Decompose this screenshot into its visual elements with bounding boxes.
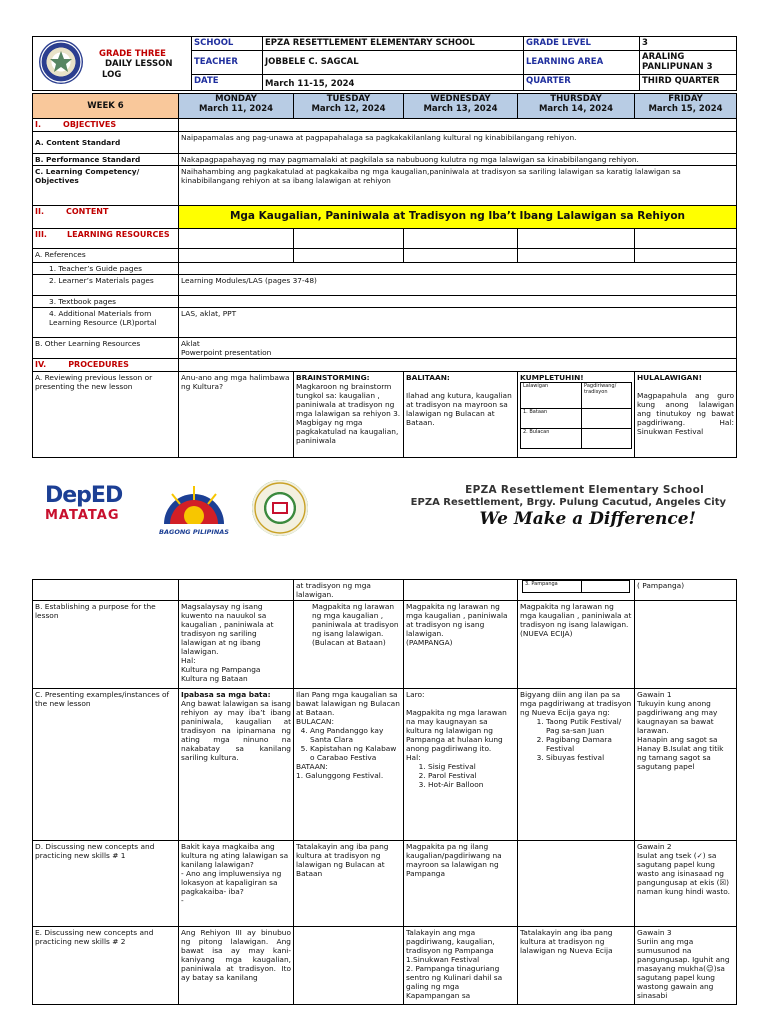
- grade-level-value: 3: [640, 37, 737, 51]
- teacher-value: JOBBELE C. SAGCAL: [263, 51, 524, 75]
- resources-blank-fri: [635, 228, 737, 248]
- purpose-label: B. Establishing a purpose for the lesson: [33, 601, 179, 689]
- concepts1-thursday-blank: [518, 841, 635, 927]
- logo-cell: [33, 37, 192, 91]
- references-blank-mon: [179, 248, 294, 262]
- performance-standard-value: Nakapagpapahayag ng may pagmamalaki at pagkilala sa nabubuong kulutra ng mga lalawigan sa kinabibilangang rehiyon.: [179, 153, 737, 165]
- procedures-heading-blank: [179, 358, 737, 371]
- references-blank-thu: [518, 248, 635, 262]
- grade-level-label: GRADE LEVEL: [524, 37, 640, 51]
- objectives-heading-blank: [179, 119, 737, 132]
- log-label: LOG: [102, 69, 122, 80]
- other-resources-label: B. Other Learning Resources: [33, 337, 179, 358]
- examples-friday: Gawain 1 Tukuyin kung anong pagdiriwang ang may kaugnayan sa bawat larawan. Hanapin ang sagot sa Hanay B.Isulat ang titik ng tamang sagot sa sagutang papel: [635, 689, 737, 841]
- review-wednesday: BALITAAN: Ilahad ang kutura, kaugalian at tradisyon na mayroon sa lalawigan ng Bulacan at Bataan.: [404, 371, 518, 457]
- purpose-tuesday: Magpakita ng larawan ng mga kaugalian , paniniwala at tradisyon ng isang lalawigan. (Bulacan at Bataan): [294, 601, 404, 689]
- day-monday: MONDAY March 11, 2024: [179, 94, 294, 119]
- mini-header-lalawigan: Lalawigan: [521, 382, 582, 408]
- examples-wednesday: Laro: Magpakita ng mga larawan na may kaugnayan sa kultura ng lalawigan ng Pampanga at hulaan kung anong pagdiriwang ito. Hal: 1. Sisig Festival 2. Parol Festival 3. Hot-Air Balloon: [404, 689, 518, 841]
- school-label: SCHOOL: [192, 37, 263, 51]
- references-blank-wed: [404, 248, 518, 262]
- bagong-pilipinas-logo: [150, 480, 238, 534]
- school-banner-text: [380, 484, 740, 532]
- resources-blank-wed: [404, 228, 518, 248]
- day-friday: FRIDAY March 15, 2024: [635, 94, 737, 119]
- lr-portal-value: LAS, aklat, PPT: [179, 307, 737, 337]
- learners-materials-label: 2. Learner’s Materials pages: [33, 274, 179, 295]
- purpose-monday: Magsalaysay ng isang kuwento na nauukol sa kaugalian , paniniwala at tradisyon ng sariling lalawigan at ng ibang lalawigan. Hal: Kultura ng Pampanga Kultura ng Bataan: [179, 601, 294, 689]
- school-seal-icon: [252, 480, 308, 536]
- school-value: EPZA RESETTLEMENT ELEMENTARY SCHOOL: [263, 37, 524, 51]
- lesson-table: [32, 93, 737, 458]
- week-label: WEEK 6: [33, 94, 179, 119]
- mini-row-bulacan-answer: [582, 428, 632, 448]
- purpose-wednesday: Magpakita ng larawan ng mga kaugalian , paniniwala at tradisyon ng isang lalawigan. (PAMPANGA): [404, 601, 518, 689]
- teachers-guide-value: [179, 262, 737, 274]
- day-tuesday: TUESDAY March 12, 2024: [294, 94, 404, 119]
- mini-header-pagdiriwang: Pagdiriwang/ tradisyon: [582, 382, 632, 408]
- resources-blank-mon: [179, 228, 294, 248]
- references-blank-fri: [635, 248, 737, 262]
- examples-monday: Ipabasa sa mga bata: Ang bawat lalawigan sa isang rehiyon ay may iba’t ibang paniniwala, kaugalian at tradisyon na ipinamana ng ating mga ninuno na nakabatay sa kanilang sariling kultura.: [179, 689, 294, 841]
- deped-logo-text: DepED: [45, 483, 123, 508]
- learning-area-label: LEARNING AREA: [524, 51, 640, 75]
- bagong-pilipinas-text: BAGONG PILIPINAS: [159, 528, 229, 536]
- review-tuesday: BRAINSTORMING: Magkaroon ng brainstorm tungkol sa: kaugalian , paniniwala at tradisyon ng mga lalawigan sa rehiyon 3. Magbigay ng mga pagkakatulad na kaugalian, paniniwala: [294, 371, 404, 457]
- banner-school-address: EPZA Resettlement, Brgy. Pulung Cacutud, Angeles City: [410, 497, 726, 508]
- cont-wednesday-blank: [404, 580, 518, 601]
- procedures-heading: IV. PROCEDURES: [33, 358, 179, 371]
- textbook-value: [179, 295, 737, 307]
- concepts1-label: D. Discussing new concepts and practicing new skills # 1: [33, 841, 179, 927]
- references-label: A. References: [33, 248, 179, 262]
- concepts1-friday: Gawain 2 Isulat ang tsek (✓) sa sagutang papel kung wasto ang isinasaad ng pangungusap at ekis (☒) naman kung hindi wasto.: [635, 841, 737, 927]
- content-standard-value: Naipapamalas ang pag-unawa at pagpapahalaga sa pagkakakilanlang kultural ng kinabibilangang rehiyon.: [179, 131, 737, 153]
- review-thursday: KUMPLETUHIN! Lalawigan Pagdiriwang/ tradisyon 1. Bataan 2. Bulacan: [518, 371, 635, 457]
- objectives-heading: I. OBJECTIVES: [33, 119, 179, 132]
- cont-monday-blank: [179, 580, 294, 601]
- references-blank-tue: [294, 248, 404, 262]
- mini-row-bataan: 1. Bataan: [521, 408, 582, 428]
- concepts2-monday: Ang Rehiyon III ay binubuo ng pitong lalawigan. Ang bawat isa ay may kani-kaniyang mga kaugalian, paniniwala at tradisyon. Ito ay batay sa kanilang: [179, 927, 294, 1005]
- quarter-label: QUARTER: [524, 75, 640, 91]
- lr-portal-label: 4. Additional Materials from Learning Resource (LR)portal: [33, 307, 179, 337]
- purpose-friday-blank: [635, 601, 737, 689]
- concepts2-thursday: Tatalakayin ang iba pang kultura at tradisyon ng lalawigan ng Nueva Ecija: [518, 927, 635, 1005]
- content-heading: II. CONTENT: [33, 205, 179, 228]
- resources-blank-thu: [518, 228, 635, 248]
- other-resources-value: Aklat Powerpoint presentation: [179, 337, 737, 358]
- learners-materials-value: Learning Modules/LAS (pages 37-48): [179, 274, 737, 295]
- date-label: DATE: [192, 75, 263, 91]
- lesson-title: Mga Kaugalian, Paniniwala at Tradisyon ng Iba’t Ibang Lalawigan sa Rehiyon: [179, 205, 737, 228]
- concepts2-tuesday-blank: [294, 927, 404, 1005]
- mini-row-pampanga-answer: [581, 581, 629, 593]
- concepts2-label: E. Discussing new concepts and practicing new skills # 2: [33, 927, 179, 1005]
- concepts1-tuesday: Tatalakayin ang iba pang kultura at tradisyon ng lalawigan ng Bulacan at Bataan: [294, 841, 404, 927]
- day-thursday: THURSDAY March 14, 2024: [518, 94, 635, 119]
- resources-blank-tue: [294, 228, 404, 248]
- examples-thursday: Bigyang diin ang ilan pa sa mga pagdiriwang at tradisyon ng Nueva Ecija gaya ng: 1. Taong Putik Festival/ Pag sa-san Juan 2. Pagibang Damara Festival 3. Sibuyas festival: [518, 689, 635, 841]
- concepts2-friday: Gawain 3 Suriin ang mga sumusunod na pangungusap. Iguhit ang masayang mukha(☺)sa sagutang papel kung wastong gawain ang sinasabi: [635, 927, 737, 1005]
- cont-thursday: [518, 580, 635, 601]
- bagong-pilipinas-icon: [150, 480, 238, 524]
- deped-matatag-logo: [45, 484, 135, 528]
- cont-friday: ( Pampanga): [635, 580, 737, 601]
- teacher-label: TEACHER: [192, 51, 263, 75]
- concepts1-wednesday: Magpakita pa ng ilang kaugalian/pagdiriwang na mayroon sa lalawigan ng Pampanga: [404, 841, 518, 927]
- concepts2-wednesday: Talakayin ang mga pagdiriwang, kaugalian, tradisyon ng Pampanga 1.Sinukwan Festival 2. Pampanga tinaguriang sentro ng Kulinari dahil sa galing ng mga Kapampangan sa: [404, 927, 518, 1005]
- competency-value: Naihahambing ang pagkakatulad at pagkakaiba ng mga kaugalian,paniniwala at tradisyon sa sariling lalawigan sa karatig lalawigan sa kinabibilangang rehiyon at sa ibang lalawigan at rehiyon: [179, 165, 737, 205]
- examples-tuesday: Ilan Pang mga kaugalian sa bawat lalawigan ng Bulacan at Bataan. BULACAN: 4. Ang Pandanggo kay Santa Clara 5. Kapistahan ng Kalabaw o Carabao Festiva BATAAN: 1. Galunggong Festival.: [294, 689, 404, 841]
- school-banner: [0, 470, 768, 540]
- banner-motto: We Make a Difference!: [479, 509, 696, 529]
- day-wednesday: WEDNESDAY March 13, 2024: [404, 94, 518, 119]
- learning-area-value: ARALING PANLIPUNAN 3: [640, 51, 737, 75]
- cont-label-blank: [33, 580, 179, 601]
- cont-tuesday: at tradisyon ng mga lalawigan.: [294, 580, 404, 601]
- page-2: [32, 579, 736, 1005]
- resources-heading: III. LEARNING RESOURCES: [33, 228, 179, 248]
- review-label: A. Reviewing previous lesson or presenting the new lesson: [33, 371, 179, 457]
- kumpletuhin-table-continued: [522, 580, 630, 593]
- review-monday: Anu-ano ang mga halimbawa ng Kultura?: [179, 371, 294, 457]
- banner-school-name: EPZA Resettlement Elementary School: [465, 484, 704, 496]
- page-1: [32, 36, 736, 458]
- mini-row-bulacan: 2. Bulacan: [521, 428, 582, 448]
- purpose-thursday: Magpakita ng larawan ng mga kaugalian , paniniwala at tradisyon ng isang lalawigan. (NUEVA ECIJA): [518, 601, 635, 689]
- teachers-guide-label: 1. Teacher’s Guide pages: [33, 262, 179, 274]
- mini-row-pampanga: 3. Pampanga: [523, 581, 582, 593]
- header-table: [32, 36, 737, 91]
- content-standard-label: A. Content Standard: [33, 131, 179, 153]
- examples-label: C. Presenting examples/instances of the new lesson: [33, 689, 179, 841]
- quarter-value: THIRD QUARTER: [640, 75, 737, 91]
- performance-standard-label: B. Performance Standard: [33, 153, 179, 165]
- competency-label: C. Learning Competency/ Objectives: [33, 165, 179, 205]
- lesson-table-continued: [32, 579, 737, 1005]
- textbook-label: 3. Textbook pages: [33, 295, 179, 307]
- date-value: March 11-15, 2024: [263, 75, 524, 91]
- concepts1-monday: Bakit kaya magkaiba ang kultura ng ating lalawigan sa kanilang lalawigan? - Ano ang impluwensiya ng lokasyon at kapaligiran sa pagkakaiba- iba? -: [179, 841, 294, 927]
- daily-lesson-label: DAILY LESSON: [105, 59, 173, 70]
- deped-seal-icon: [39, 40, 83, 84]
- kumpletuhin-table: [520, 382, 632, 449]
- review-friday: HULALAWIGAN! Magpapahula ang guro kung anong lalawigan ang tinutukoy ng bawat pagdiriwang. Hal: Sinukwan Festival: [635, 371, 737, 457]
- grade-three-label: GRADE THREE: [99, 49, 166, 59]
- mini-row-bataan-answer: [582, 408, 632, 428]
- matatag-logo-text: MATATAG: [45, 508, 120, 523]
